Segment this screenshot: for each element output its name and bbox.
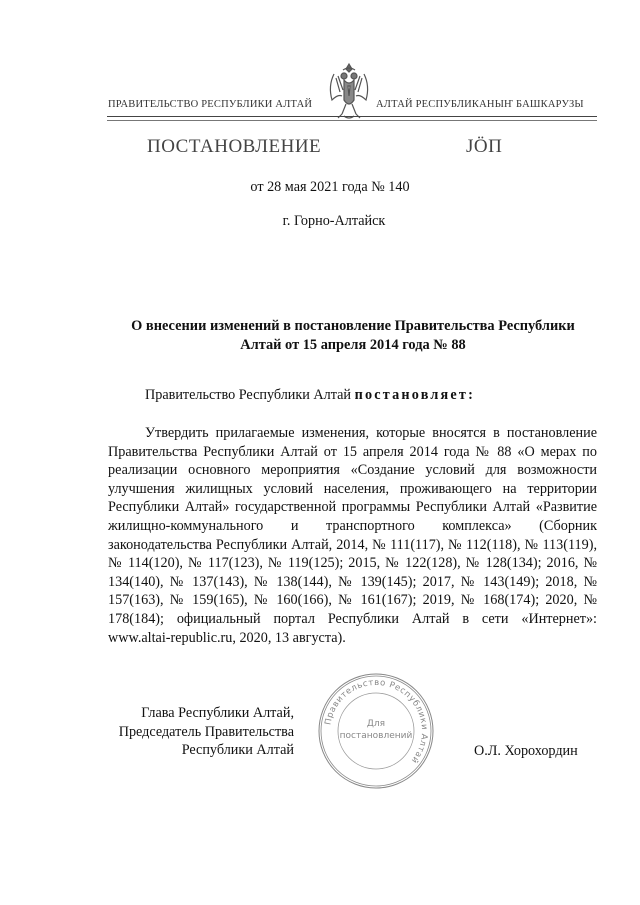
- org-name-ru: ПРАВИТЕЛЬСТВО РЕСПУБЛИКИ АЛТАЙ: [108, 99, 313, 110]
- official-stamp: [315, 672, 437, 790]
- body-paragraph: Утвердить прилагаемые изменения, которые вносятся в постановление Правительства Республики Алтай от 15 апреля 2014 года № 88 «О мерах по реализации основного мероприятия «Создание условий для возможности улучшения жилищных условий населения, проживающего на территории Республики Алтай» государственной программы Республики Алтай «Развитие жилищно-коммунального и транспортного комплекса» (Сборник законодательства Республики Алтай, 2014, № 111(117), № 112(118), № 113(119), № 114(120), № 117(123), № 119(125); 2015, № 122(128), № 128(134); 2016, № 134(140), № 137(143), № 138(144), № 139(145); 2017, № 143(149); 2018, № 157(163), № 159(165), № 160(166), № 161(167); 2019, № 168(174); 2020, № 178(184); официальный портал Республики Алтай в сети «Интернет»: www.altai-republic.ru, 2020, 13 августа).: [108, 425, 597, 646]
- header-rule-secondary: [107, 120, 597, 121]
- doc-title: [108, 317, 598, 355]
- signature-position-line1: Глава Республики Алтай,: [141, 705, 294, 721]
- signature-name: О.Л. Хорохордин: [474, 743, 578, 759]
- stamp-ring-text: Правительство Республики Алтай: [323, 677, 430, 766]
- stamp-center-line2: постановлений: [339, 731, 413, 741]
- stamp-center-line1: Для: [366, 719, 386, 729]
- org-name-alt: АЛТАЙ РЕСПУБЛИКАНЫҤ БАШКАРУЗЫ: [376, 99, 584, 110]
- doc-type-alt: ЈӦП: [466, 136, 503, 157]
- preamble: [145, 386, 475, 405]
- doc-type-ru: ПОСТАНОВЛЕНИЕ: [147, 136, 322, 157]
- doc-title-line1: О внесении изменений в постановление Правительства Республики: [131, 318, 575, 334]
- header-rule: [107, 116, 597, 117]
- signature-position-line3: Республики Алтай: [181, 742, 294, 759]
- doc-city: г. Горно-Алтайск: [282, 213, 386, 229]
- doc-title-line2: Алтай от 15 апреля 2014 года № 88: [240, 337, 466, 353]
- signature-position: [90, 704, 294, 760]
- preamble-verb: постановляет:: [354, 387, 475, 403]
- preamble-subject: Правительство Республики Алтай: [145, 387, 352, 403]
- doc-date-number: от 28 мая 2021 года № 140: [250, 179, 410, 195]
- signature-position-line2: Председатель Правительства: [118, 723, 294, 740]
